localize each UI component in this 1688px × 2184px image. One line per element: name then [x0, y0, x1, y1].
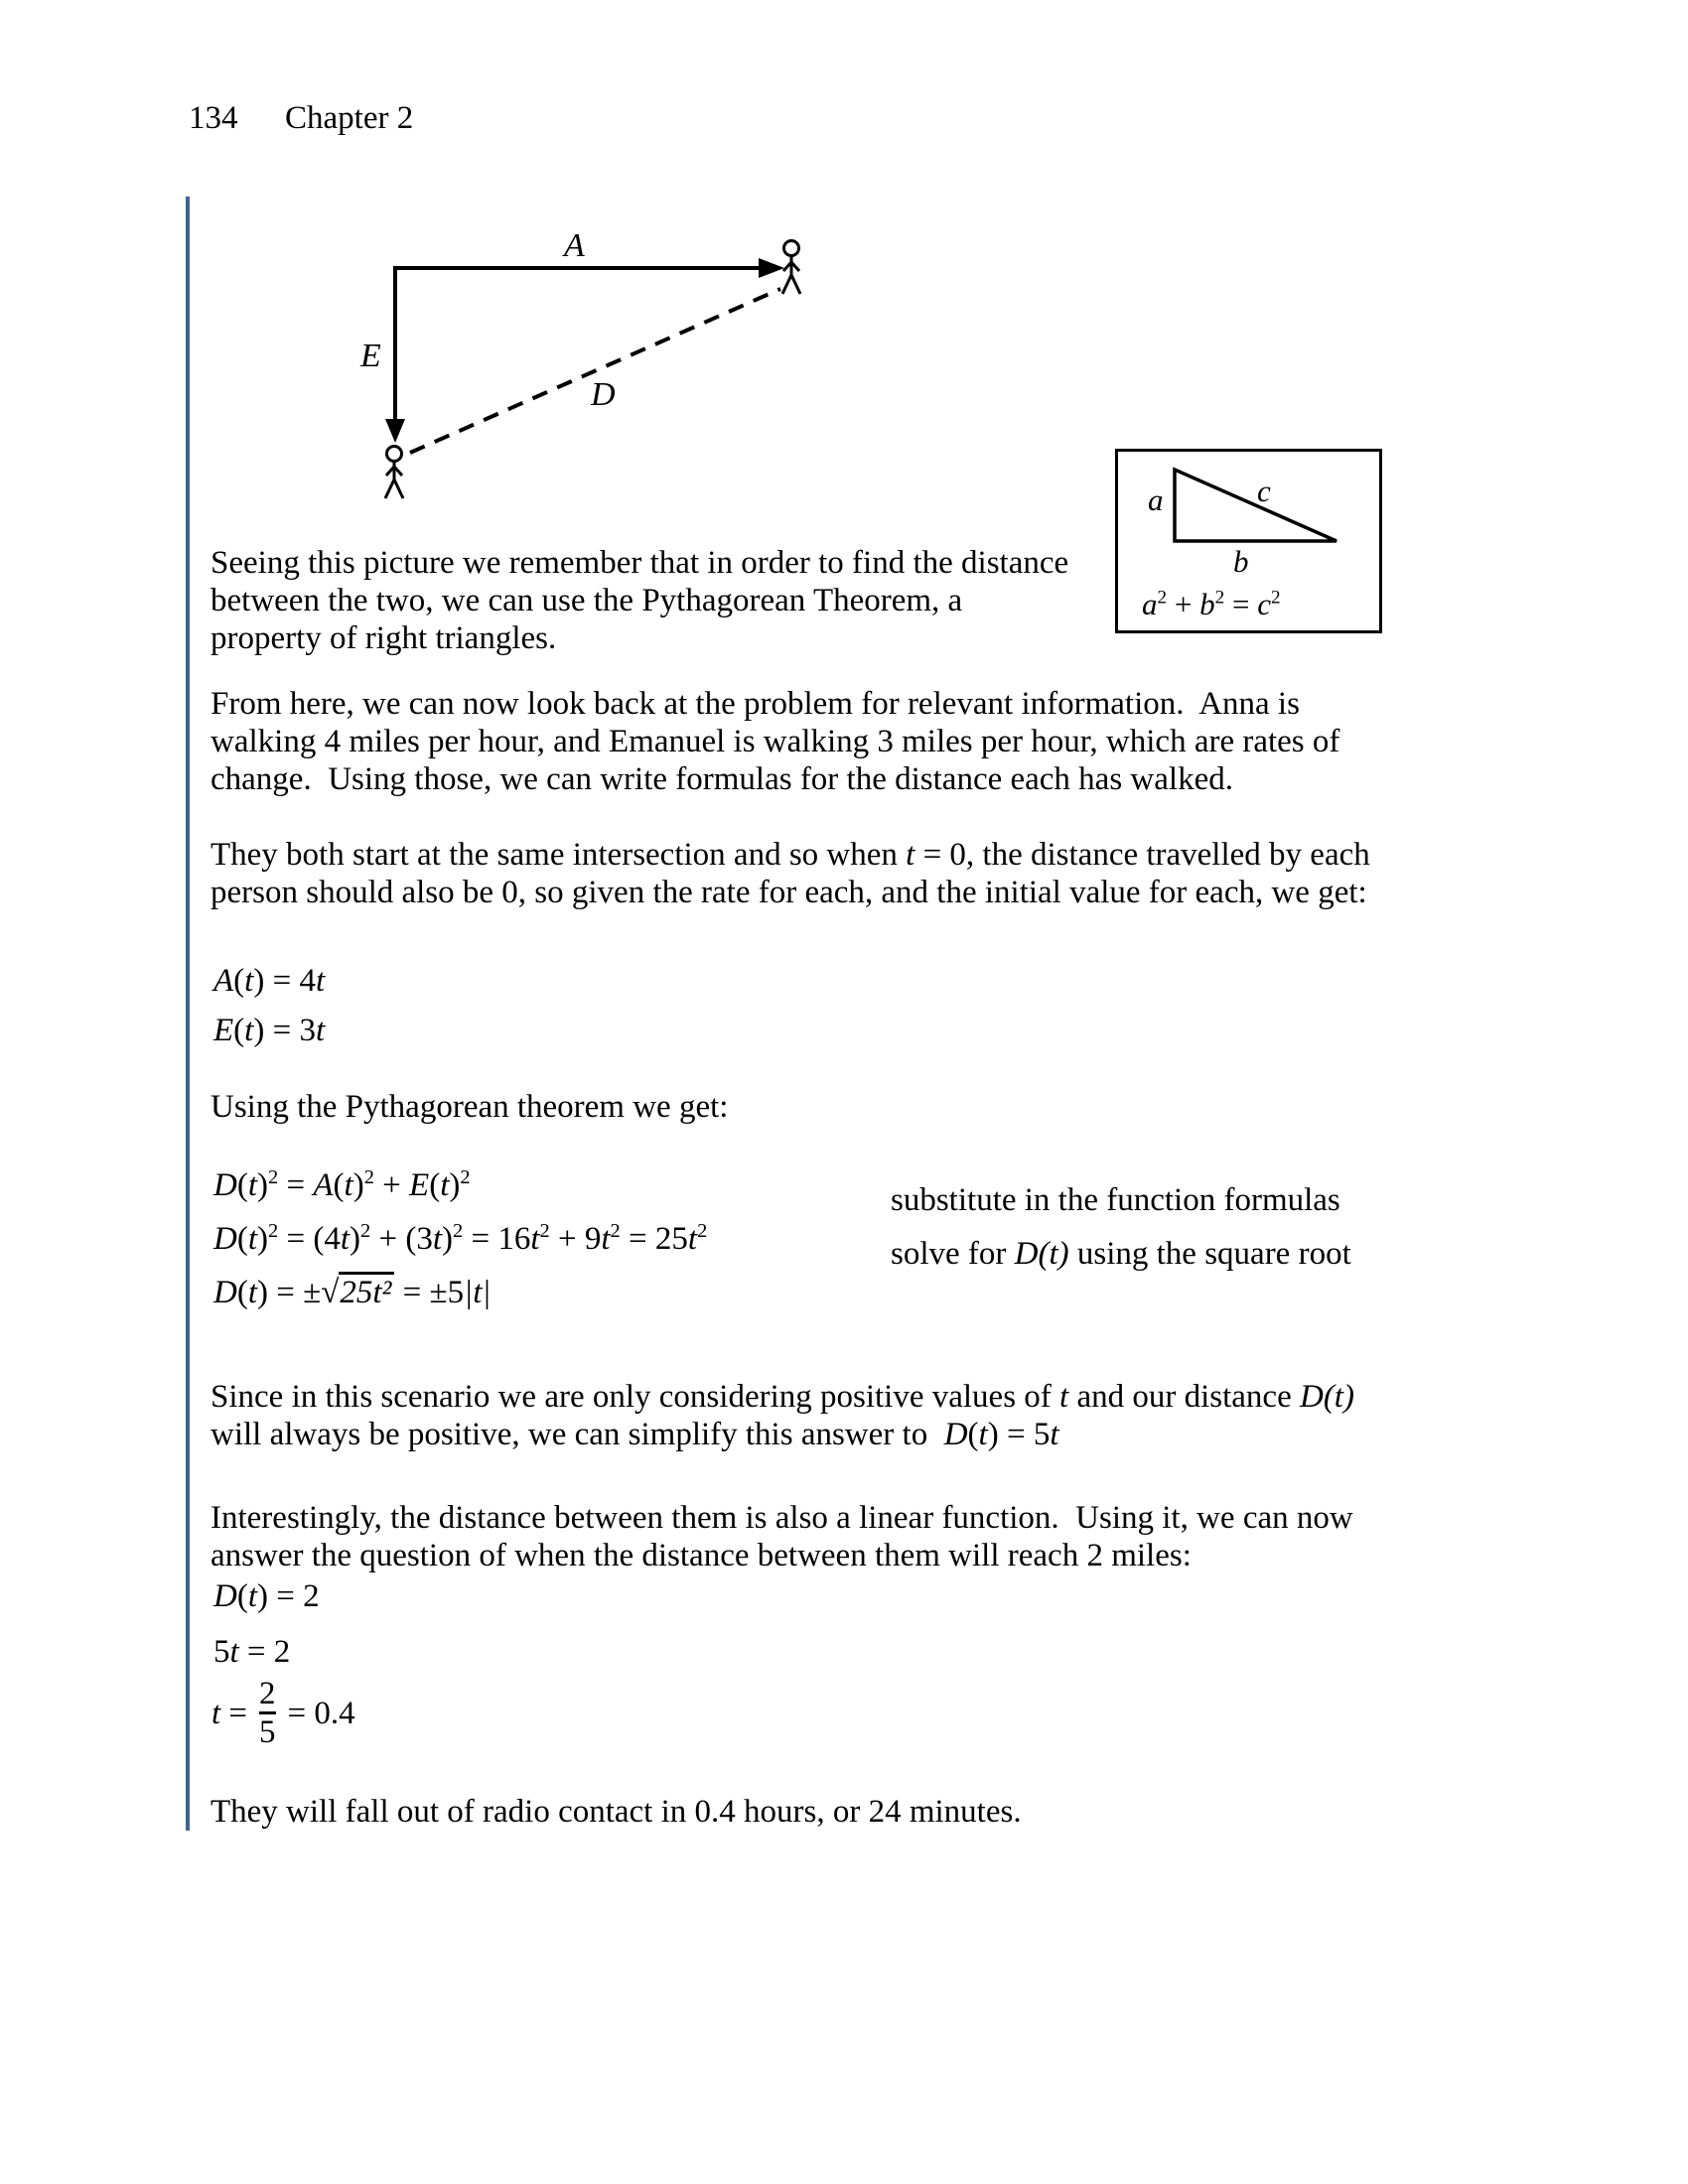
- text-segment: Interestingly, the distance between them is also a linear function. Using it, we can now: [211, 1500, 1353, 1536]
- text-segment: ) = 4: [253, 963, 316, 999]
- walking-distance-diagram: [248, 149, 904, 516]
- text-line: [211, 874, 1581, 911]
- text-segment: ): [257, 1167, 269, 1203]
- equation-d-squared-expanded: [213, 1217, 707, 1261]
- text-segment: 2: [360, 1220, 371, 1242]
- pythagorean-equation: [1142, 583, 1281, 626]
- text-segment: c: [1257, 587, 1271, 621]
- text-segment: t: [530, 1221, 540, 1257]
- walker-figure-top-icon: [782, 241, 800, 295]
- text-segment: 2: [453, 1220, 464, 1242]
- triangle-label-c: c: [1257, 474, 1271, 508]
- text-segment: t: [211, 1695, 221, 1731]
- text-segment: solve for: [891, 1236, 1015, 1272]
- text-segment: (: [233, 963, 245, 999]
- text-segment: t: [1050, 1417, 1059, 1452]
- text-segment: t: [1059, 1379, 1069, 1415]
- text-segment: ): [442, 1221, 454, 1257]
- paragraph-conclusion: They will fall out of radio contact in 0.4 hours, or 24 minutes.: [211, 1794, 1022, 1830]
- text-segment: t: [601, 1221, 611, 1257]
- text-segment: = 2: [238, 1634, 291, 1670]
- text-segment: A: [213, 963, 234, 999]
- text-segment: D(t): [1299, 1379, 1354, 1415]
- text-segment: ): [350, 1221, 361, 1257]
- margin-rule: [186, 197, 190, 1831]
- text-segment: walking 4 miles per hour, and Emanuel is walking 3 miles per hour, which are rates of: [211, 724, 1340, 759]
- text-segment: (: [233, 1013, 245, 1048]
- text-segment: 2: [460, 1166, 471, 1188]
- fraction-numerator: 2: [259, 1676, 276, 1711]
- text-segment: t: [906, 837, 915, 873]
- text-segment: 2: [539, 1220, 550, 1242]
- text-segment: E: [213, 1013, 234, 1048]
- text-segment: ): [449, 1167, 461, 1203]
- text-segment: t: [340, 1221, 351, 1257]
- diagram-label-a: A: [564, 227, 585, 264]
- text-segment: (: [236, 1167, 248, 1203]
- text-segment: t: [978, 1417, 988, 1452]
- text-segment: Since in this scenario we are only considering positive values of: [211, 1379, 1060, 1415]
- text-line: [211, 723, 1581, 760]
- diagram-label-e: E: [360, 338, 381, 374]
- text-segment: D: [213, 1275, 237, 1310]
- text-segment: E: [409, 1167, 430, 1203]
- text-segment: t: [440, 1167, 450, 1203]
- comment-solve-square-root: [891, 1235, 1351, 1273]
- text-segment: 2: [610, 1220, 621, 1242]
- paragraph-seeing-picture: [211, 544, 1104, 657]
- text-segment: ): [257, 1221, 269, 1257]
- text-segment: t: [244, 963, 254, 999]
- text-segment: t: [315, 1013, 326, 1048]
- pythagorean-theorem-box: [1115, 449, 1382, 633]
- text-segment: A: [313, 1167, 334, 1203]
- triangle-label-b: b: [1233, 544, 1249, 579]
- text-segment: (: [967, 1417, 979, 1452]
- text-segment: They both start at the same intersection and so when: [211, 837, 907, 873]
- text-segment: (: [236, 1221, 248, 1257]
- text-segment: property of right triangles.: [211, 620, 557, 656]
- chapter-heading: Chapter 2: [285, 100, 414, 136]
- text-segment: = 0.4: [287, 1695, 355, 1731]
- equation-d-equals-2: [213, 1574, 320, 1618]
- text-segment: t: [247, 1578, 258, 1614]
- text-segment: substitute in the function formulas: [891, 1182, 1340, 1218]
- equation-t-fraction: [211, 1676, 355, 1750]
- text-segment: answer the question of when the distance between them will reach 2 miles:: [211, 1538, 1192, 1573]
- text-segment: D: [213, 1221, 237, 1257]
- text-segment: using the square root: [1068, 1236, 1351, 1272]
- text-segment: ) = 5: [987, 1417, 1051, 1452]
- text-segment: 5: [213, 1634, 230, 1670]
- equation-e-of-t: [213, 1009, 325, 1052]
- text-segment: t: [247, 1275, 258, 1310]
- page-number: 134: [189, 100, 238, 136]
- text-segment: D(t): [1014, 1236, 1069, 1272]
- text-segment: (: [236, 1275, 248, 1310]
- text-segment: ) = 3: [253, 1013, 316, 1048]
- walker-figure-bottom-icon: [385, 447, 403, 499]
- text-segment: 2: [268, 1220, 279, 1242]
- text-segment: =: [278, 1167, 314, 1203]
- text-segment: (: [429, 1167, 441, 1203]
- text-segment: 2: [268, 1166, 279, 1188]
- text-segment: t: [247, 1221, 258, 1257]
- text-line: [211, 685, 1581, 723]
- diagram-label-d: D: [591, 376, 616, 413]
- paragraph-interestingly: [211, 1499, 1581, 1574]
- text-segment: t: [247, 1167, 258, 1203]
- text-line: [211, 582, 1104, 619]
- text-segment: = 0, the distance travelled by each: [914, 837, 1370, 873]
- text-segment: person should also be 0, so given the rate for each, and the initial value for each, we get:: [211, 875, 1367, 910]
- text-line: [211, 760, 1581, 798]
- text-segment: and our distance: [1068, 1379, 1300, 1415]
- text-segment: t: [315, 963, 326, 999]
- distance-dashed-line: [410, 289, 780, 453]
- text-segment: a: [1142, 587, 1158, 621]
- text-segment: 2: [1270, 587, 1281, 609]
- equation-d-squared: [213, 1163, 471, 1207]
- text-segment: + (3: [370, 1221, 433, 1257]
- text-segment: t: [229, 1634, 239, 1670]
- text-line: [211, 1378, 1581, 1416]
- text-segment: = 25: [620, 1221, 688, 1257]
- text-line: [211, 1499, 1581, 1537]
- text-segment: will always be positive, we can simplify this answer to: [211, 1417, 944, 1452]
- text-segment: (: [236, 1578, 248, 1614]
- text-segment: ): [352, 1167, 364, 1203]
- fraction-pre: [211, 1695, 247, 1732]
- fraction-denominator: 5: [259, 1714, 276, 1750]
- equation-a-of-t: [213, 959, 325, 1003]
- text-segment: t: [687, 1221, 698, 1257]
- text-segment: t: [244, 1013, 254, 1048]
- text-segment: D: [213, 1578, 237, 1614]
- text-segment: 2: [1214, 587, 1225, 609]
- text-segment: t: [344, 1167, 353, 1203]
- fraction-post: [288, 1695, 355, 1732]
- emanuel-arrowhead-icon: [385, 419, 405, 443]
- text-segment: + 9: [549, 1221, 602, 1257]
- text-segment: 25t²: [339, 1272, 394, 1310]
- text-segment: t: [432, 1221, 443, 1257]
- text-segment: D: [213, 1167, 237, 1203]
- equation-5t-equals-2: [213, 1630, 290, 1674]
- text-segment: 2: [363, 1166, 374, 1188]
- comment-substitute: [891, 1181, 1340, 1219]
- text-segment: ) = 2: [257, 1578, 320, 1614]
- text-line: [211, 544, 1104, 582]
- equation-d-square-root: [213, 1271, 491, 1314]
- text-line: [211, 836, 1581, 874]
- text-segment: =: [1224, 587, 1258, 621]
- text-segment: = (4: [278, 1221, 341, 1257]
- text-segment: D: [943, 1417, 968, 1452]
- text-segment: change. Using those, we can write formulas for the distance each has walked.: [211, 761, 1233, 797]
- text-segment: +: [373, 1167, 410, 1203]
- text-segment: between the two, we can use the Pythagorean Theorem, a: [211, 583, 963, 618]
- text-segment: |t|: [464, 1275, 492, 1310]
- triangle-label-a: a: [1148, 482, 1164, 517]
- text-segment: Seeing this picture we remember that in order to find the distance: [211, 545, 1069, 581]
- text-segment: +: [1167, 587, 1200, 621]
- text-segment: From here, we can now look back at the problem for relevant information. Anna is: [211, 686, 1300, 722]
- text-segment: 2: [1157, 587, 1168, 609]
- paragraph-since-scenario: [211, 1378, 1581, 1453]
- text-segment: = ±5: [394, 1275, 465, 1310]
- text-segment: ) = ±√: [257, 1275, 340, 1310]
- text-segment: =: [220, 1695, 248, 1731]
- text-segment: = 16: [463, 1221, 531, 1257]
- text-line: [211, 1537, 1581, 1574]
- text-line: [211, 619, 1104, 657]
- text-segment: b: [1199, 587, 1215, 621]
- paragraph-from-here: [211, 685, 1581, 798]
- right-triangle-shape: [1175, 470, 1336, 541]
- paragraph-using-theorem: Using the Pythagorean theorem we get:: [211, 1089, 729, 1125]
- anna-arrowhead-icon: [759, 258, 784, 278]
- text-segment: 2: [697, 1220, 708, 1242]
- fraction: [255, 1676, 280, 1750]
- text-line: [211, 1416, 1581, 1453]
- text-segment: (: [333, 1167, 345, 1203]
- paragraph-they-both-start: [211, 836, 1581, 911]
